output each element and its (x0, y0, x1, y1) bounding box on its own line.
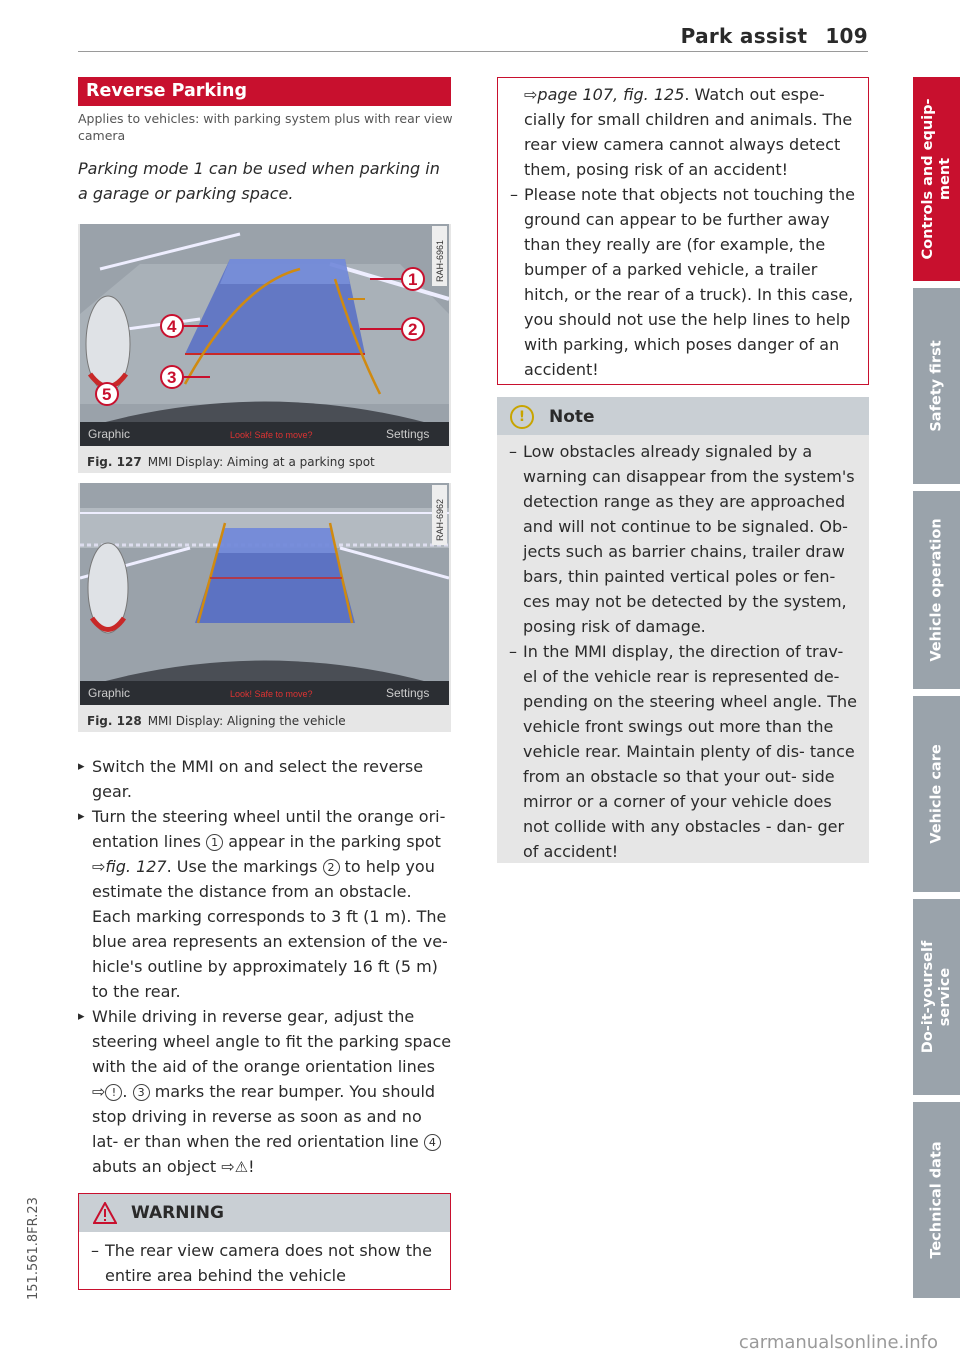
screen-right-label: Settings (386, 686, 430, 700)
ref-marker-1: 1 (206, 834, 223, 851)
tab-label: Controls and equip- ment (919, 98, 953, 260)
tab-technical-data[interactable] (913, 1102, 960, 1298)
screen-center-label: Look! Safe to move? (230, 430, 313, 440)
header-section: Park assist (680, 24, 808, 48)
warning-item: – The rear view camera does not show the entire area behind the vehicle (91, 1238, 455, 1288)
page-number: 109 (825, 24, 868, 48)
note-ref[interactable]: ! (105, 1084, 122, 1101)
step-1: ▸ Switch the MMI on and select the reverse gear. (78, 754, 453, 804)
step-2: ▸ Turn the steering wheel until the orange ori- entation lines 1 appear in the parking spot ⇨fig. 127. Use the markings 2 to help you estimate the distance from an obstacle. Each marking corresponds to 3 ft (1 m). The blue area represents an extension of the ve- hicle's outline by approximately 16 ft (5 m) to the rear. (78, 804, 453, 1004)
instruction-steps (78, 754, 453, 1180)
marker-4: 4 (167, 317, 177, 336)
warning-item-2: – Please note that objects not touching the ground can appear to be further away than they really are (for example, the bumper of a parked vehicle, a trailer hitch, or the rear of a truck). In this case, you should not use the help lines to help with parking, which poses danger of an accident! (510, 182, 860, 382)
tab-vehicle-care[interactable] (913, 696, 960, 892)
tab-label: Technical data (928, 1141, 944, 1259)
fig-link[interactable]: fig. 127 (105, 857, 167, 876)
screen-left-label: Graphic (88, 427, 131, 441)
applies-to: Applies to vehicles: with parking system plus with rear view camera (78, 111, 453, 143)
note-header (497, 397, 869, 435)
document-code: 151.561.8FR.23 (26, 1197, 41, 1300)
figure-code: RAH-6961 (435, 239, 445, 282)
tab-diy-service[interactable] (913, 899, 960, 1095)
figure-caption: Fig. 128 MMI Display: Aligning the vehicle (87, 714, 346, 728)
figure-code: RAH-6962 (435, 498, 445, 541)
figure-caption: Fig. 127 MMI Display: Aiming at a parking spot (87, 455, 375, 469)
note-item-1: – Low obstacles already signaled by a warning can disappear from the system's detection range as they are approached and will not continue to be signaled. Ob- jects such as barrier chains, trailer draw bars, thin painted vertical poles or fen- ces may not be detected by the system, posing risk of damage. (509, 439, 861, 639)
warning-ref-icon[interactable]: ⚠ (234, 1158, 249, 1176)
warning-cont-item: ⇨page 107, fig. 125. Watch out espe- cially for small children and animals. The rear view camera cannot always detect them, posing risk of an accident! (524, 85, 853, 179)
marker-1: 1 (408, 270, 418, 289)
screen-center-label: Look! Safe to move? (230, 689, 313, 699)
figure-128 (78, 483, 451, 732)
page-link[interactable]: page 107, fig. 125 (537, 85, 685, 104)
marker-5: 5 (102, 385, 112, 404)
camera-screen-128 (80, 483, 449, 705)
warning-continued-box (497, 77, 869, 385)
warning-title: WARNING (131, 1203, 224, 1223)
tab-vehicle-operation[interactable] (913, 491, 960, 689)
note-title: Note (549, 407, 595, 427)
note-exclamation-icon: ! (510, 405, 534, 429)
watermark: carmanualsonline.info (738, 1332, 938, 1353)
note-item-2: – In the MMI display, the direction of trav- el of the vehicle rear is represented de- pending on the steering wheel angle. The vehicle front swings out more than the vehicle rear. Maintain plenty of dis- tance from an obstacle so that your out- side mirror or a corner of your vehicle does not collide with any obstacles - dan- ger of accident! (509, 639, 861, 864)
figure-127 (78, 224, 451, 473)
warning-continued-text (510, 82, 860, 382)
camera-screen-127 (80, 224, 449, 446)
ref-marker-4: 4 (424, 1134, 441, 1151)
ref-marker-3: 3 (133, 1084, 150, 1101)
note-box (497, 397, 869, 863)
tab-label: Safety first (928, 340, 944, 432)
tab-safety[interactable] (913, 288, 960, 484)
intro-text: Parking mode 1 can be used when parking in a garage or parking space. (78, 159, 440, 203)
tab-label: Vehicle care (928, 744, 944, 844)
step-3: ▸ While driving in reverse gear, adjust the steering wheel angle to fit the parking space with the aid of the orange orientation lines ⇨ ! . 3 marks the rear bumper. You should stop driving in reverse as soon as and no lat- er than when the red orientation line 4 abuts an object ⇨⚠! (78, 1004, 453, 1180)
figure-number: Fig. 127 (87, 455, 142, 469)
note-body (509, 439, 861, 864)
tab-label: Do-it-yourself service (919, 940, 953, 1054)
marker-3: 3 (167, 368, 177, 387)
ref-marker-2: 2 (323, 859, 340, 876)
section-title: Reverse Parking (78, 77, 451, 106)
screen-right-label: Settings (386, 427, 430, 441)
figure-number: Fig. 128 (87, 714, 142, 728)
warning-box (78, 1193, 451, 1290)
marker-2: 2 (408, 320, 418, 339)
tab-label: Vehicle operation (928, 518, 944, 662)
header-rule (78, 51, 868, 52)
warning-header (79, 1194, 450, 1232)
tab-controls[interactable] (913, 77, 960, 281)
running-header (681, 24, 868, 48)
screen-left-label: Graphic (88, 686, 131, 700)
warning-triangle-icon (93, 1202, 117, 1224)
